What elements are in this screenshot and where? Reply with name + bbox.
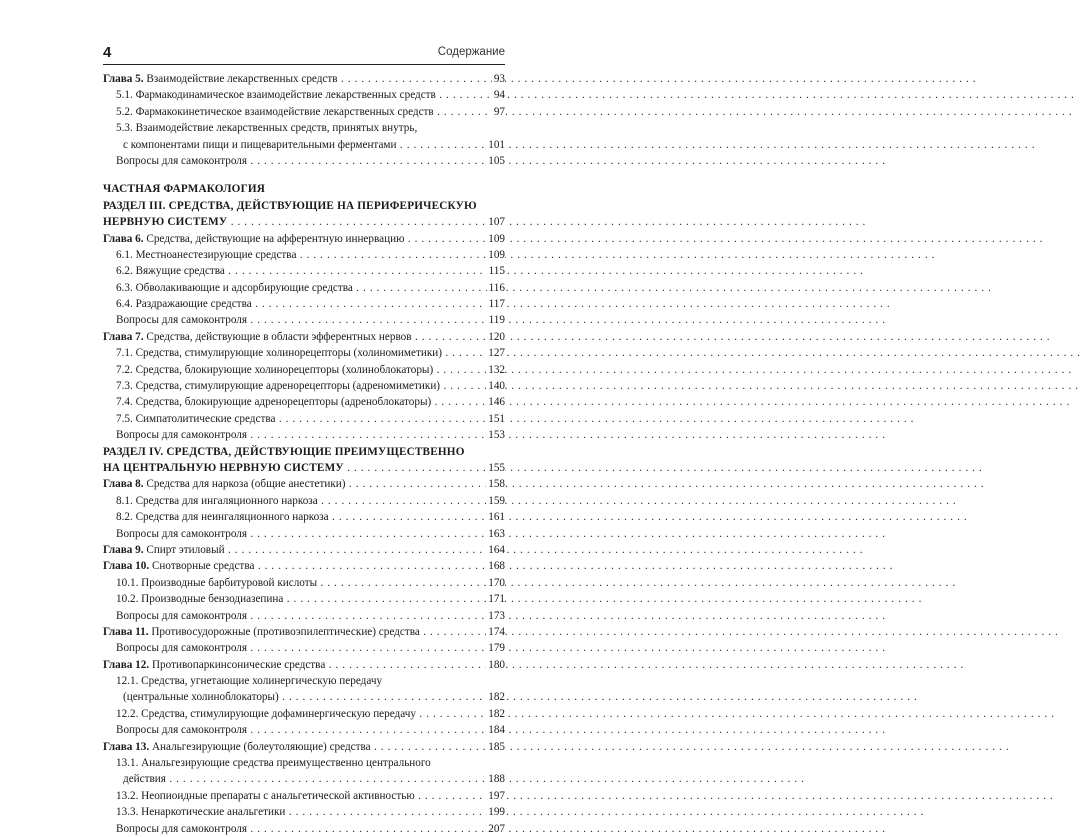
toc-entry-text	[116, 493, 505, 509]
section-title: РАЗДЕЛ IV. СРЕДСТВА, ДЕЙСТВУЮЩИЕ ПРЕИМУЩЕСТВЕННО	[103, 445, 465, 458]
toc-entry-text	[123, 771, 505, 787]
chapter-title: Средства, действующие на афферентную иннервацию	[143, 232, 405, 245]
toc-entry-text	[116, 312, 505, 328]
page-ref: 155	[486, 460, 505, 476]
toc-item-row[interactable]	[103, 575, 505, 591]
chapter-label: Глава 11.	[103, 625, 149, 638]
toc-entry-text	[103, 198, 505, 214]
toc-item-row[interactable]	[103, 137, 505, 153]
page-ref: 107	[486, 214, 505, 230]
toc-entry-text	[116, 120, 505, 136]
toc-entry-text	[116, 87, 505, 103]
toc-entry-text	[116, 263, 505, 279]
item-title: 5.3. Взаимодействие лекарственных средств, принятых внутрь,	[116, 122, 418, 135]
chapter-title: Средства, действующие в области эфферентных нервов	[143, 330, 412, 343]
toc-entry-text	[116, 640, 505, 656]
item-title: 7.3. Средства, стимулирующие адренорецепторы (адреномиметики)	[116, 380, 441, 393]
page-ref: 174	[486, 624, 505, 640]
chapter-label: Глава 9.	[103, 543, 144, 556]
page-ref: 161	[486, 509, 505, 525]
toc-item-row[interactable]	[103, 378, 505, 394]
section-title: ЧАСТНАЯ ФАРМАКОЛОГИЯ	[103, 183, 266, 196]
toc-entry-text	[116, 104, 505, 120]
running-title: Содержание	[437, 46, 505, 58]
item-title: Вопросы для самоконтроля	[116, 429, 247, 442]
toc-entry-text	[103, 214, 505, 230]
toc-item-row[interactable]	[103, 247, 505, 263]
toc-item-row[interactable]	[103, 689, 505, 705]
toc-entry-text	[116, 722, 505, 738]
toc-chapter-row[interactable]	[103, 71, 505, 87]
toc-entry-text	[116, 427, 505, 443]
section-title: РАЗДЕЛ III. СРЕДСТВА, ДЕЙСТВУЮЩИЕ НА ПЕРИФЕРИЧЕСКУЮ	[103, 199, 477, 212]
page-ref: 97	[492, 104, 505, 120]
page-ref: 120	[486, 329, 505, 345]
toc-item-row[interactable]	[103, 87, 505, 103]
page-ref: 109	[486, 247, 505, 263]
toc-item-row[interactable]	[103, 509, 505, 525]
item-title: 13.1. Анальгезирующие средства преимущественно центрального	[116, 757, 431, 770]
toc-entry-text	[116, 788, 505, 804]
toc-section-row[interactable]	[103, 181, 505, 197]
chapter-label: Глава 5.	[103, 73, 144, 85]
toc-entry-text	[116, 509, 505, 525]
item-title: 6.2. Вяжущие средства	[116, 265, 225, 278]
page-ref: 188	[486, 771, 505, 787]
toc-entry-text	[116, 378, 505, 394]
toc-entry-text	[116, 153, 505, 169]
page-ref: 140	[486, 378, 505, 394]
toc-item-row[interactable]	[103, 706, 505, 722]
toc-entry-text	[103, 329, 505, 345]
toc-item-row[interactable]	[103, 526, 505, 542]
item-title: Вопросы для самоконтроля	[116, 609, 247, 622]
chapter-title: Анальгезирующие (болеутоляющие) средства	[149, 740, 371, 753]
page-ref: 182	[486, 706, 505, 722]
toc-item-row[interactable]	[103, 788, 505, 804]
toc-item-row[interactable]	[103, 591, 505, 607]
page-ref: 158	[486, 476, 505, 492]
toc-item-row[interactable]	[103, 427, 505, 443]
item-title: 12.2. Средства, стимулирующие дофаминергическую передачу	[116, 707, 416, 720]
toc-entry-text	[103, 476, 505, 492]
page-ref: 182	[486, 689, 505, 705]
toc-item-row[interactable]	[103, 821, 505, 837]
page-ref: 132	[486, 362, 505, 378]
item-title: Вопросы для самоконтроля	[116, 154, 247, 167]
toc-item-row[interactable]	[103, 771, 505, 787]
page-ref: 119	[487, 312, 505, 328]
toc-item-row[interactable]	[103, 493, 505, 509]
item-title: Вопросы для самоконтроля	[116, 527, 247, 540]
chapter-label: Глава 8.	[103, 478, 144, 491]
chapter-title: Спирт этиловый	[143, 543, 225, 556]
page-ref: 101	[486, 137, 505, 153]
chapter-title: Снотворные средства	[149, 560, 255, 573]
table-of-contents	[103, 71, 505, 837]
chapter-label: Глава 13.	[103, 740, 150, 753]
toc-item-row[interactable]	[103, 362, 505, 378]
toc-chapter-row[interactable]	[103, 542, 505, 558]
item-title: 7.2. Средства, блокирующие холинорецепторы (холиноблокаторы)	[116, 363, 434, 376]
item-title: 7.4. Средства, блокирующие адренорецепторы (адреноблокаторы)	[116, 396, 432, 409]
toc-item-row[interactable]	[103, 296, 505, 312]
page-ref: 115	[487, 263, 505, 279]
item-title: 6.1. Местноанестезирующие средства	[116, 248, 297, 261]
page-ref: 163	[486, 526, 505, 542]
page-ref: 105	[486, 153, 505, 169]
toc-entry-text	[103, 542, 505, 558]
chapter-label: Глава 10.	[103, 560, 150, 573]
page-ref: 207	[486, 821, 505, 837]
toc-chapter-row[interactable]	[103, 624, 505, 640]
toc-entry-text	[116, 608, 505, 624]
page-ref: 159	[486, 493, 505, 509]
page-ref: 173	[486, 608, 505, 624]
toc-entry-text	[116, 411, 505, 427]
toc-entry-text	[103, 231, 505, 247]
page-ref: 197	[486, 788, 505, 804]
item-title: Вопросы для самоконтроля	[116, 822, 247, 835]
toc-entry-text	[116, 673, 505, 689]
toc-entry-text	[116, 821, 505, 837]
chapter-label: Глава 6.	[103, 232, 144, 245]
item-title: 7.1. Средства, стимулирующие холинорецепторы (холиномиметики)	[116, 347, 442, 360]
item-title: 10.2. Производные бензодиазепина	[116, 593, 284, 606]
page-ref: 170	[486, 575, 505, 591]
toc-entry-text	[103, 444, 505, 460]
item-title: Вопросы для самоконтроля	[116, 642, 247, 655]
section-title: НА ЦЕНТРАЛЬНУЮ НЕРВНУЮ СИСТЕМУ	[103, 461, 344, 474]
toc-entry-text	[123, 689, 505, 705]
toc-entry-text	[116, 526, 505, 542]
chapter-label: Глава 12.	[103, 658, 150, 671]
toc-item-row[interactable]	[103, 153, 505, 169]
page-ref: 127	[486, 345, 505, 361]
toc-chapter-row[interactable]	[103, 329, 505, 345]
toc-section-row[interactable]	[103, 444, 505, 460]
page-ref: 164	[486, 542, 505, 558]
toc-entry-text	[116, 755, 505, 771]
page-ref: 146	[486, 394, 505, 410]
toc-item-row[interactable]	[103, 411, 505, 427]
toc-entry-text	[123, 137, 505, 153]
toc-section-row[interactable]	[103, 214, 505, 230]
item-title: (центральные холиноблокаторы)	[123, 691, 279, 704]
toc-section-row[interactable]	[103, 198, 505, 214]
page-ref: 180	[486, 657, 505, 673]
item-title: 6.4. Раздражающие средства	[116, 298, 252, 311]
toc-item-row[interactable]	[103, 608, 505, 624]
toc-section-row[interactable]	[103, 460, 505, 476]
toc-entry-text	[103, 71, 505, 87]
toc-entry-text	[116, 296, 505, 312]
toc-item-row[interactable]	[103, 280, 505, 296]
chapter-title: Противопаркинсонические средства	[149, 658, 326, 671]
toc-item-row[interactable]	[103, 312, 505, 328]
toc-entry-text	[116, 394, 505, 410]
section-title: НЕРВНУЮ СИСТЕМУ	[103, 216, 228, 229]
toc-chapter-row[interactable]	[103, 476, 505, 492]
toc-entry-text	[116, 804, 505, 820]
item-title: Вопросы для самоконтроля	[116, 314, 247, 327]
header-rule	[103, 64, 505, 65]
page-ref: 117	[487, 296, 505, 312]
toc-entry-text	[116, 575, 505, 591]
toc-entry-text	[103, 739, 505, 755]
chapter-title: Взаимодействие лекарственных средств	[143, 73, 338, 85]
toc-item-row[interactable]	[103, 673, 505, 689]
toc-item-row[interactable]	[103, 345, 505, 361]
toc-entry-text	[116, 591, 505, 607]
toc-entry-text	[103, 558, 505, 574]
toc-item-row[interactable]	[103, 722, 505, 738]
item-title: 10.1. Производные барбитуровой кислоты	[116, 576, 318, 589]
toc-entry-text	[116, 362, 505, 378]
item-title: 5.1. Фармакодинамическое взаимодействие лекарственных средств	[116, 89, 436, 102]
chapter-title: Средства для наркоза (общие анестетики)	[143, 478, 346, 491]
toc-item-row[interactable]	[103, 394, 505, 410]
item-title: 12.1. Средства, угнетающие холинергическую передачу	[116, 675, 383, 688]
toc-entry-text	[103, 624, 505, 640]
item-title: Вопросы для самоконтроля	[116, 724, 247, 737]
chapter-title: Противосудорожные (противоэпилептические) средства	[148, 625, 420, 638]
toc-entry-text	[116, 247, 505, 263]
page-ref: 94	[492, 87, 505, 103]
toc-chapter-row[interactable]	[103, 739, 505, 755]
page-ref: 109	[486, 231, 505, 247]
toc-item-row[interactable]	[103, 755, 505, 771]
page-ref: 185	[486, 739, 505, 755]
page-ref: 179	[486, 640, 505, 656]
toc-gap	[103, 169, 505, 181]
page-header	[103, 44, 505, 66]
toc-chapter-row[interactable]	[103, 231, 505, 247]
item-title: действия	[123, 773, 166, 786]
toc-chapter-row[interactable]	[103, 657, 505, 673]
item-title: 13.2. Неопиоидные препараты с анальгетической активностью	[116, 789, 415, 802]
item-title: 8.1. Средства для ингаляционного наркоза	[116, 494, 318, 507]
page-ref: 116	[487, 280, 505, 296]
toc-entry-text	[103, 460, 505, 476]
toc-entry-text	[103, 657, 505, 673]
toc-item-row[interactable]	[103, 263, 505, 279]
page-ref: 151	[486, 411, 505, 427]
toc-item-row[interactable]	[103, 120, 505, 136]
page-ref: 168	[486, 558, 505, 574]
page-ref: 184	[486, 722, 505, 738]
toc-entry-text	[116, 345, 505, 361]
chapter-label: Глава 7.	[103, 330, 144, 343]
page-number: 4	[103, 44, 112, 61]
item-title: 6.3. Обволакивающие и адсорбирующие средства	[116, 281, 353, 294]
toc-item-row[interactable]	[103, 104, 505, 120]
page-ref: 171	[486, 591, 505, 607]
toc-entry-text	[116, 706, 505, 722]
item-title: 8.2. Средства для неингаляционного наркоза	[116, 511, 329, 524]
toc-chapter-row[interactable]	[103, 558, 505, 574]
item-title: 7.5. Симпатолитические средства	[116, 412, 276, 425]
page-ref: 199	[486, 804, 505, 820]
page-ref: 153	[486, 427, 505, 443]
item-title: с компонентами пищи и пищеварительными ферментами	[123, 138, 397, 151]
toc-entry-text	[116, 280, 505, 296]
item-title: 13.3. Ненаркотические анальгетики	[116, 806, 286, 819]
toc-entry-text	[103, 181, 505, 197]
toc-item-row[interactable]	[103, 804, 505, 820]
item-title: 5.2. Фармакокинетическое взаимодействие лекарственных средств	[116, 105, 434, 118]
page-ref: 93	[492, 71, 505, 87]
toc-item-row[interactable]	[103, 640, 505, 656]
